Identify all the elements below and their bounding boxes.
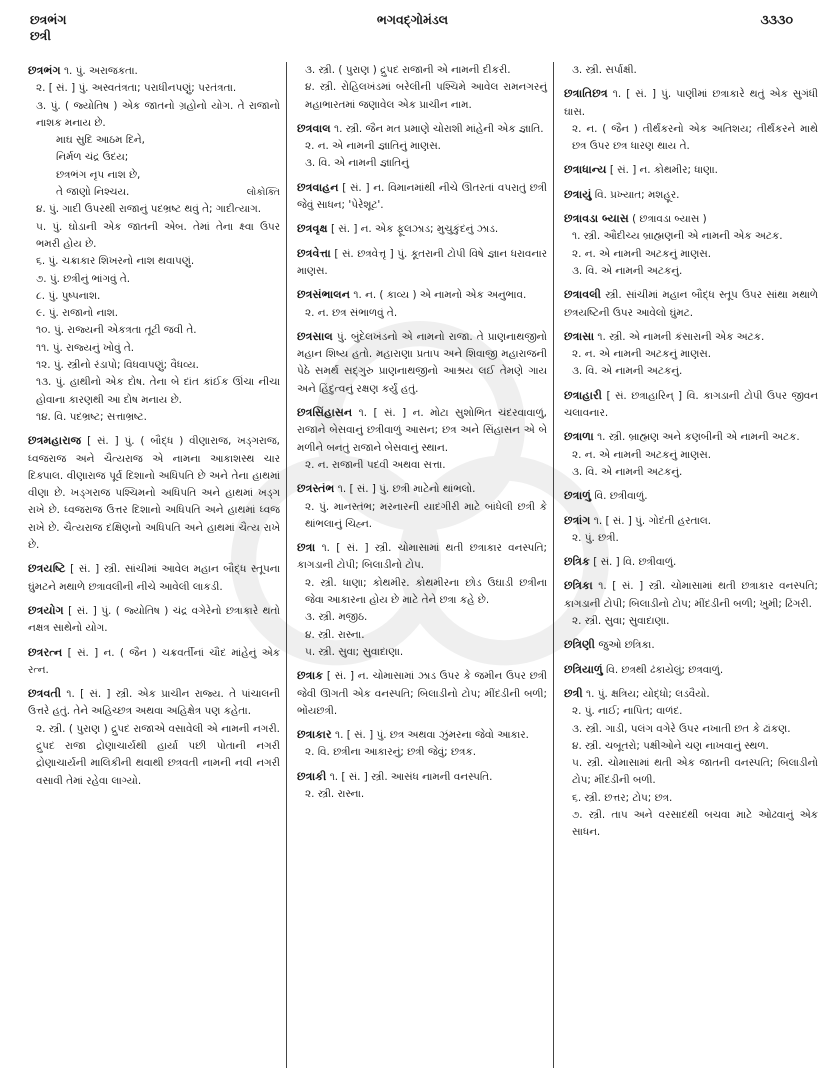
sense: ૫. સ્ત્રી. સુવા; સુવાદાણા. bbox=[305, 645, 404, 658]
sense: ૩. સ્ત્રી. સર્પાક્ષી. bbox=[572, 64, 637, 76]
headword: છત્રાળા bbox=[564, 430, 594, 444]
entry-chhatrayashti bbox=[28, 560, 280, 596]
definition: વિ. છત્રથી ઢંકાયેલું; છત્રવાળું. bbox=[606, 663, 724, 676]
headword: છત્રાવલી bbox=[564, 288, 601, 302]
sense: ૪. સ્ત્રી. ચબૂતરો; પક્ષીઓને ચણ નાખવાનું સ્થળ. bbox=[572, 739, 769, 752]
entry-chhatrang bbox=[564, 512, 818, 548]
headword: છત્રવાલ bbox=[297, 121, 331, 135]
sense: ૨. ન. એ નામની અટકનું માણસ. bbox=[572, 348, 712, 361]
sense: ૪. સ્ત્રી. રોહિલખંડમાં બરેલીની પશ્ચિમે આવેલ રામનગરનું મહાભારતમાં જણાવેલ એક પ્રાચીન નામ. bbox=[305, 81, 547, 111]
headword: છત્રાહારી bbox=[564, 388, 602, 402]
headword: છત્રસ્તંભ bbox=[297, 482, 335, 496]
page-header bbox=[0, 0, 825, 50]
sense: ૨. ન. ( જૈન ) તીર્થંકરનો એક અતિશય; તીર્થંકરને માથે છત્ર ઉપર છત્ર ધારણ થાય તે. bbox=[572, 122, 818, 153]
guide-word-last: છત્રી bbox=[30, 28, 51, 43]
verse-line: માઘ સુદિ આઠમ દિને, bbox=[56, 134, 145, 147]
sense: ૩. સ્ત્રી. ( પુરાણ ) દ્રુપદ રાજાની એ નામની દીકરી. bbox=[305, 64, 511, 76]
sense: ૧. સ્ત્રી. ઔદીચ્ય બ્રાહ્મણની એ નામની એક અટક. bbox=[572, 230, 783, 243]
sense: ૧. [ સં. ] પું. ગોદંતી હરતાલ. bbox=[593, 514, 712, 527]
sense: ૨. ન. એ નામની અટકનું માણસ. bbox=[572, 448, 712, 461]
definition: [ સં. ] પું. ( જ્યોતિષ ) ચંદ્ર વગેરેનો છત્રાકારે થતો નક્ષત્ર સાથેનો યોગ. bbox=[28, 604, 280, 635]
sense: ૧૩. પું. હાથીનો એક દોષ. તેના બે દાંત કાંઈક ઊંચા નીચા હોવાના કારણથી આ દોષ મનાય છે. bbox=[36, 376, 280, 406]
sense: ૧. સ્ત્રી. બ્રાહ્મણ અને કણબીની એ નામની અટક. bbox=[597, 431, 800, 444]
sense: ૧. સ્ત્રી. જૈન મત પ્રમાણે ચોરાશી માંહેની એક જ્ઞાતિ. bbox=[334, 122, 544, 135]
sense: ૩. વિ. એ નામની જ્ઞાતિનું bbox=[305, 157, 409, 170]
sense: ૩. વિ. એ નામની અટકનું. bbox=[572, 465, 683, 478]
sense: ૧૦. પું. રાજ્યની એકત્રતા તૂટી જવી તે. bbox=[36, 324, 197, 337]
headword: છત્રવતી bbox=[28, 687, 62, 701]
headword: છત્રવૃક્ષ bbox=[297, 222, 328, 236]
headword: છત્રા bbox=[297, 541, 316, 555]
sense: ૩. વિ. એ નામની અટકનું. bbox=[572, 365, 683, 378]
verse-source: લોકોક્તિ bbox=[246, 187, 280, 199]
entry-chhatravetta bbox=[297, 245, 547, 281]
headword: છત્રવાહન bbox=[297, 180, 339, 194]
sense: ૨. વિ. છત્રીના આકારનું; છત્રી જેવું; છત્રક. bbox=[305, 746, 476, 759]
headword: છત્રસંભાલન bbox=[297, 288, 351, 302]
sense: ૨. ન. એ નામની અટકનું માણસ. bbox=[572, 247, 712, 260]
headword: છત્રાધાન્ય bbox=[564, 163, 607, 177]
entry-chhatrala bbox=[564, 428, 818, 481]
sense: ૨. [ સં. ] પું. અસ્વતંત્રતા; પરાધીનપણું; પરતંત્રતા. bbox=[36, 82, 237, 95]
definition: [ સં. ] ન. ચોમાસામાં ઝાડ ઉપર કે જમીન ઉપર છત્રી જેવી ઊગતી એક વનસ્પતિ; બિલાડીનો ટોપ; મીંદડીની બળી; ભોંયછત્રી. bbox=[297, 670, 547, 717]
entry-chhatrabhang bbox=[28, 62, 280, 426]
headword: છત્રભંગ bbox=[28, 64, 61, 77]
entry-chhatrastambh bbox=[297, 480, 547, 533]
entry-chhatrini bbox=[564, 636, 818, 654]
sense: ૧૧. પું. રાજ્યનું ખોવું તે. bbox=[36, 341, 135, 354]
sense: ૯. પું. રાજાનો નાશ. bbox=[36, 307, 119, 320]
definition: સ્ત્રી. સાંચીમાં મહાન બૌદ્ધ સ્તૂપ ઉપર સાંથા મથાળે છત્રયષ્ટિની ઉપર આવેલો ઘુંમટ. bbox=[564, 289, 818, 319]
sense: ૧. [ સં. ] સ્ત્રી. ચોમાસામાં થતી છત્રાકાર વનસ્પતિ; કાગડાની ટોપી; બિલાડીનો ટોપ; મીંદડીની બળી; ખુમી; ઢિંગરી. bbox=[564, 580, 818, 610]
sense: ૨. ન. છત્ર સંભાળવું તે. bbox=[305, 306, 398, 319]
entry-chhatratichhatra bbox=[564, 85, 818, 155]
entry-chhatrayu bbox=[564, 186, 818, 204]
sense: ૧૪. વિ. પદભ્રષ્ટ; સત્તાભ્રષ્ટ. bbox=[36, 410, 147, 423]
headword: છત્રિકા bbox=[564, 579, 593, 593]
column-1 bbox=[28, 62, 286, 1068]
entry-chhatramaharaj bbox=[28, 432, 280, 554]
sense: ૧. સ્ત્રી. એ નામની કંસારાની એક અટક. bbox=[597, 330, 765, 343]
sense: ૨. પું. નાઈ; નાપિત; વાળંદ. bbox=[572, 705, 683, 718]
verse-line: છત્રભંગ નૃપ નાશ છે, bbox=[56, 168, 141, 181]
entry-chhatralu bbox=[564, 487, 818, 505]
sense: ૧. [ સં. ] સ્ત્રી. ચોમાસામાં થતી છત્રાકાર વનસ્પતિ; કાગડાની ટોપી; બિલાડીનો ટોપ. bbox=[297, 542, 547, 572]
headword: છત્રિયાળું bbox=[564, 662, 603, 676]
headword: છત્રાસા bbox=[564, 329, 595, 343]
entry-chhatravahan bbox=[297, 179, 547, 215]
variant-note: ( છત્રાવડા બ્યાસ ) bbox=[632, 213, 707, 226]
sense: ૧. [ સં. ] સ્ત્રી. એક પ્રાચીન રાજ્ય. તે પાંચાલની ઉત્તરે હતું. તેને અહિચ્છત્ર અથવા અહિક્ષેત્ર પણ કહેતા. bbox=[28, 688, 280, 718]
sense: ૭. સ્ત્રી. તાપ અને વરસાદથી બચવા માટે ઓઢવાનું એક સાધન. bbox=[572, 808, 818, 839]
headword: છત્રાંગ bbox=[564, 513, 591, 527]
sense: ૬. પું. ચક્રાકાર શિખરનો નાશ થવાપણું. bbox=[36, 255, 195, 268]
sense: ૧. [ સં. ] પું. પાણીમાં છત્રાકારે થતું એક સુગંધી ઘાસ. bbox=[564, 88, 818, 118]
sense: ૧. [ સં. ] સ્ત્રી. આસંધ નામની વનસ્પતિ. bbox=[329, 770, 493, 783]
dictionary-columns bbox=[28, 62, 818, 1068]
headword: છત્રાળું bbox=[564, 489, 591, 503]
definition: [ સં. ] ન. ( જૈન ) ચક્રવર્તીનાં ચૌદ માંહેનું એક રત્ન. bbox=[28, 646, 280, 676]
entry-chhatradhanya bbox=[564, 161, 818, 179]
headword: છત્રિક bbox=[564, 555, 590, 569]
headword: છત્રસાલ bbox=[297, 329, 333, 343]
headword: છત્રાકી bbox=[297, 769, 327, 783]
verse-text: તે જાણો નિશ્ચય. bbox=[56, 186, 130, 199]
definition: [ સં. ] ન. કોથમીર; ધાણા. bbox=[609, 164, 718, 177]
sense: ૩. સ્ત્રી. મજીઠ. bbox=[305, 611, 368, 624]
definition: [ સં. ] વિ. છત્રીવાળું. bbox=[593, 556, 677, 569]
sense: ૨. ન. રાજાની પદવી અથવા સત્તા. bbox=[305, 458, 446, 471]
entry-chhatravati bbox=[28, 685, 280, 790]
sense: ૧૨. પું. સ્ત્રીનો રંડાપો; વિધવાપણું; વૈધવ્ય. bbox=[36, 359, 199, 372]
sense: ૬. સ્ત્રી. છત્તર; ટોપ; છત્ર. bbox=[572, 791, 673, 804]
verse-line: નિર્મળ ચંદ્ર ઉદય; bbox=[56, 151, 129, 164]
column-3 bbox=[554, 62, 818, 1068]
entry-chhatrasambhalan bbox=[297, 286, 547, 322]
guide-word-first: છત્રભંગ bbox=[30, 12, 67, 27]
sense: ૫. સ્ત્રી. ચોમાસામાં થતી એક જાતની વનસ્પતિ; બિલાડીનો ટોપ; મીંદડીની બળી. bbox=[572, 757, 818, 787]
definition: [ સં. છત્રાહારિન્ ] વિ. કાગડાની ટોપી ઉપર જીવન ચલાવનાર. bbox=[564, 389, 818, 420]
sense: ૧. [ સં. ] પું. છત્ર અથવા ઝુંમરના જેવો આકાર. bbox=[335, 729, 529, 742]
sense: ૧. પું. ક્ષત્રિય; યોદ્ધો; લડવૈયો. bbox=[586, 687, 710, 700]
definition: [ સં. ] પું. ( બૌદ્ધ ) વીણારાજ, ખડ્ગરાજ, ધ્વજરાજ અને ચૈત્યરાજ એ નામના આકાશસ્થ ચાર દિક્પાલ. વીણારાજ પૂર્વ દિશાનો અધિપતિ છે અને તેના હાથમાં વીણા છે. ખડ્ગરાજ પશ્ચિમનો અધિપતિ અને હાથમાં ખડ્ગ રાખે છે. ધ્વજરાજ ઉત્તર દિશાનો અધિપતિ અને હાથમાં ધ્વજ રાખે છે. ચૈત્યરાજ દક્ષિણનો અધિપતિ અને હાથમાં ચૈત્ય રાખે છે. bbox=[28, 435, 280, 552]
headword: છત્રસિંહાસન bbox=[297, 406, 353, 420]
definition: [ સં. ] સ્ત્રી. સાંચીમાં આવેલ મહાન બૌદ્ધ સ્તૂપના ઘુંમટને મથાળે છત્રાવલીની નીચે આવેલી લાકડી. bbox=[28, 563, 280, 593]
sense: ૩. સ્ત્રી. ગાડી, પલંગ વગેરે ઉપર નખાતી છત કે ઢાંકણ. bbox=[572, 722, 791, 735]
entry-chhatravriksh bbox=[297, 220, 547, 238]
sense: ૨. સ્ત્રી. રાસ્ના. bbox=[305, 787, 365, 800]
headword: છત્રયોગ bbox=[28, 603, 64, 617]
sense: ૧. [ સં. ] ન. મોટા સુશોભિત ચંદરવાવાળું, રાજાને બેસવાનું છત્રીવાળું આસન; છત્ર અને સિંહાસન એ બે મળીને બનતું રાજાને બેસવાનું સ્થાન. bbox=[297, 407, 547, 454]
definition: વિ. પ્રખ્યાત; મશહૂર. bbox=[594, 188, 680, 201]
sense: ૨. પું. છત્રી. bbox=[572, 531, 619, 544]
sense: ૮. પું. પુષ્પનાશ. bbox=[36, 289, 101, 302]
entry-chhatrik bbox=[564, 553, 818, 571]
headword: છત્રિણી bbox=[564, 638, 596, 652]
definition: [ સં. ] ન. વિમાનમાંથી નીચે ઊતરતાં વપરાતું છત્રી જેવું સાધન; 'પેરેશૂટ'. bbox=[297, 181, 547, 212]
headword: છત્રાતિછત્ર bbox=[564, 87, 608, 101]
sense: ૧. પું. અરાજકતા. bbox=[63, 65, 138, 77]
verse-line bbox=[28, 184, 280, 201]
definition: [ સં. છત્રવેત્તૃ ] પું. કૂતરાની ટોપી વિષે જ્ઞાન ધરાવનાર માણસ. bbox=[297, 247, 547, 277]
entry-chhatravati-continued bbox=[297, 62, 547, 114]
headword: છત્રવેત્તા bbox=[297, 246, 331, 260]
entry-chhatraval bbox=[297, 120, 547, 173]
sense: ૧. ન. ( કાવ્ય ) એ નામનો એક અનુભાવ. bbox=[353, 289, 527, 302]
entry-chhatrasa bbox=[564, 328, 818, 381]
headword: છત્રાક bbox=[297, 669, 324, 683]
entry-chhatrasinhasan bbox=[297, 404, 547, 474]
definition: વિ. છત્રીવાળું. bbox=[594, 490, 648, 503]
headword: છત્રાવડા બ્યાસ bbox=[564, 212, 629, 226]
sense: ૩. પું. ( જ્યોતિષ ) એક જાતનો ગ્રહોનો યોગ. તે રાજાનો નાશક મનાય છે. bbox=[36, 99, 280, 129]
headword: છત્રાકાર bbox=[297, 728, 332, 742]
entry-chhatrika bbox=[564, 577, 818, 630]
entry-chhatraratna bbox=[28, 644, 280, 680]
headword: છત્રરત્ન bbox=[28, 645, 63, 659]
sense: ૭. પું. છત્રીનું ભાંગવું તે. bbox=[36, 272, 131, 285]
entry-chhatriyalu bbox=[564, 661, 818, 679]
sense: ૪. પું. ગાદી ઉપરથી રાજાનું પદભ્રષ્ટ થવું તે; ગાદીત્યાગ. bbox=[36, 203, 262, 216]
sense: ૨. સ્ત્રી. સુવા; સુવાદાણા. bbox=[572, 615, 670, 628]
entry-chhatrakar bbox=[297, 726, 547, 762]
entry-chhatravada-byas bbox=[564, 210, 818, 280]
column-2 bbox=[286, 62, 554, 1068]
entry-chhatra bbox=[297, 539, 547, 661]
definition: પું. બુંદેલખંડનો એ નામનો રાજા. તે પ્રાણનાથજીનો મહાન શિષ્ય હતો. મહારાણા પ્રતાપ અને શિવાજી મહારાજની પેઠે સમર્થ સદ્ગુરુ પ્રાણનાથજીનો આશ્રય લઈ તેમણે ગાય અને હિંદુત્વનું રક્ષણ કર્યું હતું. bbox=[297, 330, 547, 395]
sense: ૧. [ સં. ] પું. છત્રી માટેનો થાંભલો. bbox=[337, 483, 476, 496]
headword: છત્રી bbox=[564, 686, 583, 700]
sense: ૨. સ્ત્રી. ધાણા; કોથમીર. કોથમીરના છોડ ઉઘાડી છત્રીના જેવા આકારના હોય છે માટે તેને છત્રા કહે છે. bbox=[305, 576, 547, 607]
definition: [ સં. ] ન. એક ફૂલઝાડ; મુચુકુંદનું ઝાડ. bbox=[330, 223, 499, 236]
headword: છત્રયષ્ટિ bbox=[28, 562, 66, 576]
book-title: ભગવદ્ગોમંડલ bbox=[376, 12, 449, 27]
entry-chhatraki bbox=[297, 768, 547, 804]
sense: ૫. પું. ઘોડાની એક જાતની એબ. તેમાં તેના ક્ષ્વા ઉપર ભમરી હોય છે. bbox=[36, 220, 280, 250]
entry-chhatravali bbox=[564, 286, 818, 322]
sense: ૪. સ્ત્રી. રાસ્ના. bbox=[305, 628, 365, 641]
entry-chhatri bbox=[564, 685, 818, 842]
cross-reference: જુઓ છત્રિકા. bbox=[598, 639, 655, 652]
sense: ૨. સ્ત્રી. ( પુરાણ ) દ્રુપદ રાજાએ વસાવેલી એ નામની નગરી. દ્રુપદ રાજા દ્રોણાચાર્યથી હાર્યા પછી પોતાની નગરી દ્રોણાચાર્યની માલિકીની થવાથી છત્રવતી નામની નવી નગરી વસાવી તેમાં રહેવા લાગ્યો. bbox=[36, 722, 280, 787]
sense: ૩. વિ. એ નામની અટકનું. bbox=[572, 264, 683, 277]
entry-chhatrak bbox=[297, 667, 547, 720]
sense: ૨. ન. એ નામની જ્ઞાતિનું માણસ. bbox=[305, 140, 441, 153]
headword: છત્રમહારાજ bbox=[28, 434, 82, 448]
entry-chhatrayog bbox=[28, 602, 280, 638]
entry-chhatrahari bbox=[564, 387, 818, 423]
entry-chhatraki-continued bbox=[564, 62, 818, 79]
page-number: ૩૩૩૦ bbox=[760, 12, 793, 27]
headword: છત્રાયું bbox=[564, 187, 592, 201]
sense: ૨. પું. માનસ્તંભ; મરનારની યાદગીરી માટે બાંધેલી છત્રી કે થાંભલાનું ચિહ્ન. bbox=[305, 500, 547, 530]
entry-chhatrasal bbox=[297, 328, 547, 398]
